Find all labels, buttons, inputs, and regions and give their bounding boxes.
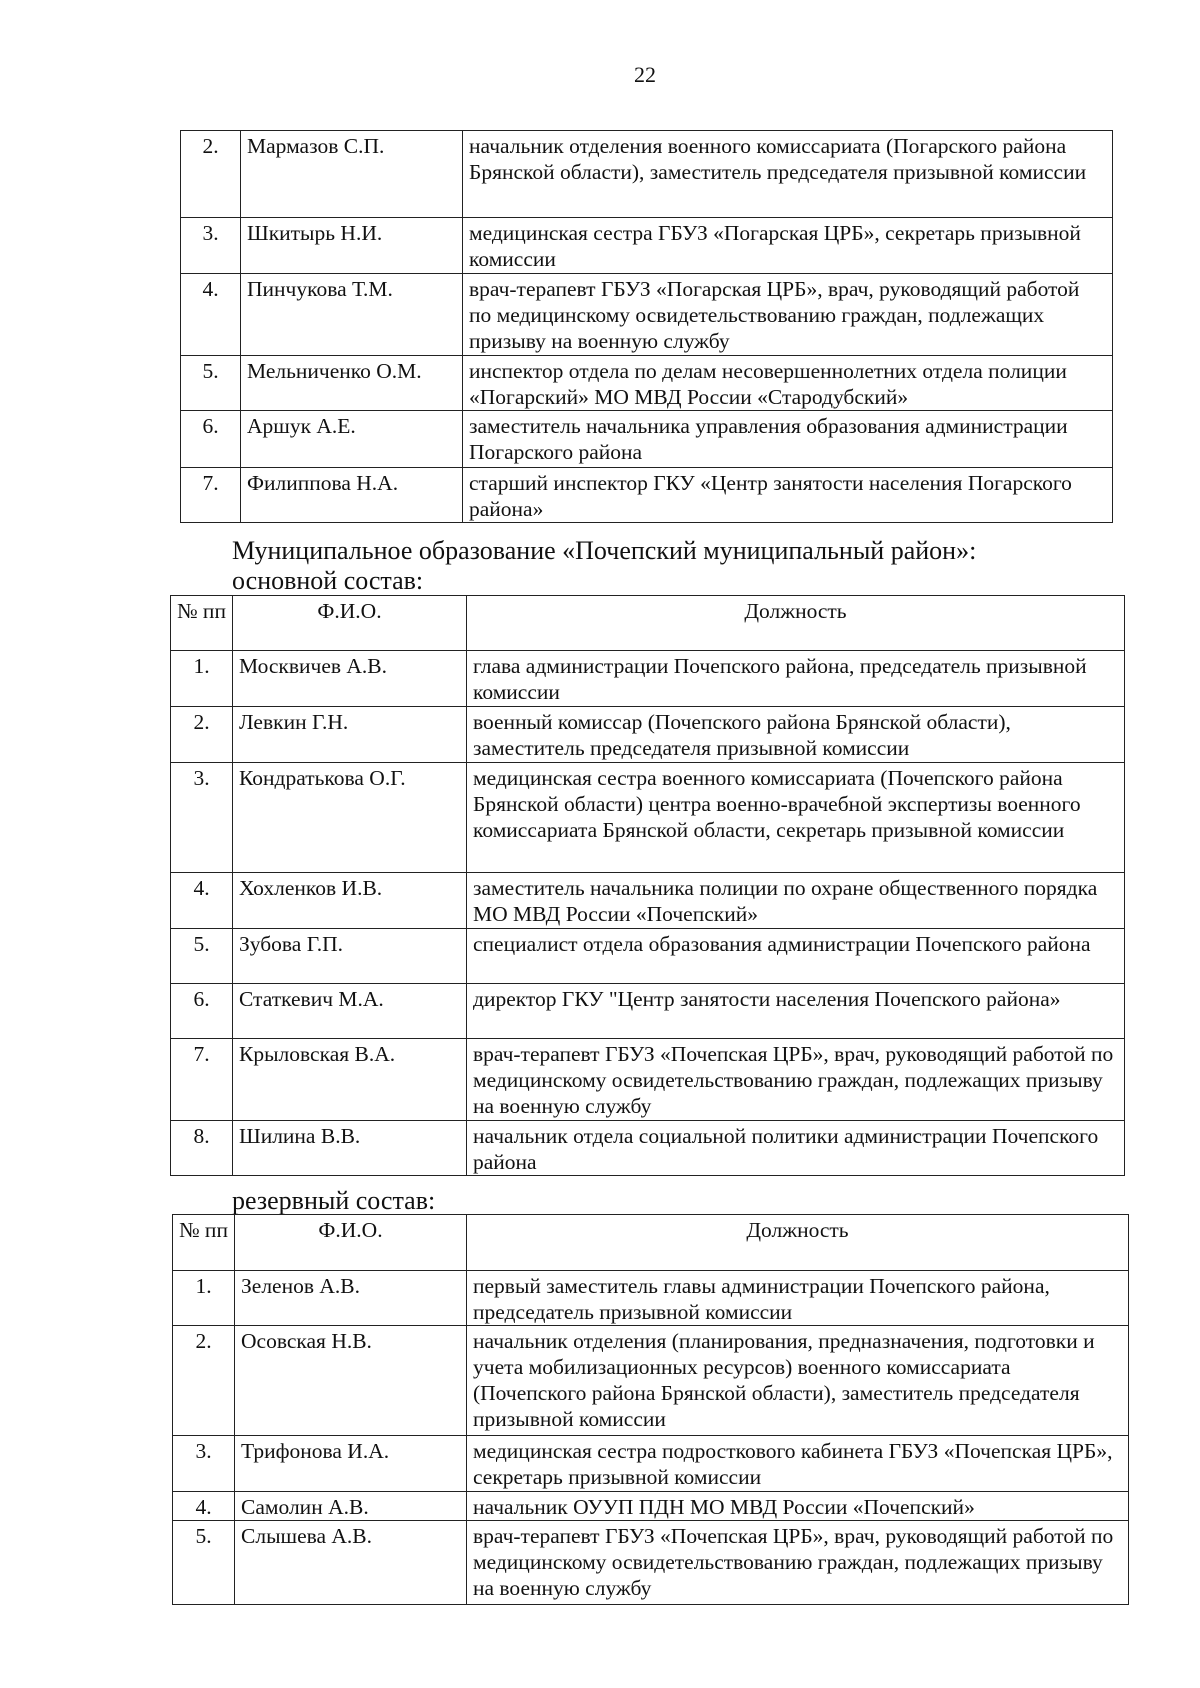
- row-number: 4.: [173, 1492, 235, 1521]
- table-row: [173, 1436, 1129, 1492]
- table-header: [173, 1215, 1129, 1271]
- table-row: [171, 929, 1125, 984]
- page-number: 22: [634, 62, 656, 87]
- row-number: 6.: [181, 411, 241, 468]
- row-number: 8.: [171, 1121, 233, 1176]
- person-name: Москвичев А.В.: [233, 651, 467, 707]
- table-row: [171, 707, 1125, 763]
- row-number: 6.: [171, 984, 233, 1039]
- person-position: военный комиссар (Почепского района Брянской области), заместитель председателя призывной комиссии: [467, 707, 1125, 763]
- row-number: 5.: [173, 1521, 235, 1605]
- person-name: Осовская Н.В.: [235, 1326, 467, 1436]
- column-header-position: Должность: [467, 1215, 1129, 1271]
- row-number: 2.: [173, 1326, 235, 1436]
- main-composition-label: основной состав:: [232, 566, 424, 595]
- person-position: врач-терапевт ГБУЗ «Почепская ЦРБ», врач, руководящий работой по медицинскому освидетельствованию граждан, подлежащих призыву на военную службу: [467, 1039, 1125, 1121]
- section-title: Муниципальное образование «Почепский муниципальный район»:: [232, 536, 977, 565]
- person-name: Зеленов А.В.: [235, 1271, 467, 1326]
- table-reserve-composition: [172, 1214, 1129, 1605]
- table-body: [181, 131, 1113, 523]
- row-number: 7.: [181, 468, 241, 523]
- row-number: 5.: [171, 929, 233, 984]
- person-position: медицинская сестра военного комиссариата (Почепского района Брянской области) центра военно-врачебной экспертизы военного комиссариата Брянской области, секретарь призывной комиссии: [467, 763, 1125, 873]
- person-position: медицинская сестра подросткового кабинета ГБУЗ «Почепская ЦРБ», секретарь призывной комиссии: [467, 1436, 1129, 1492]
- person-position: врач-терапевт ГБУЗ «Погарская ЦРБ», врач, руководящий работой по медицинскому освидетельствованию граждан, подлежащих призыву на военную службу: [463, 274, 1113, 356]
- person-position: начальник отдела социальной политики администрации Почепского района: [467, 1121, 1125, 1176]
- person-position: инспектор отдела по делам несовершеннолетних отдела полиции «Погарский» МО МВД России «Стародубский»: [463, 356, 1113, 411]
- person-name: Трифонова И.А.: [235, 1436, 467, 1492]
- person-name: Филиппова Н.А.: [241, 468, 463, 523]
- column-header-position: Должность: [467, 596, 1125, 651]
- row-number: 5.: [181, 356, 241, 411]
- person-name: Самолин А.В.: [235, 1492, 467, 1521]
- row-number: 7.: [171, 1039, 233, 1121]
- person-name: Кондратькова О.Г.: [233, 763, 467, 873]
- row-number: 1.: [173, 1271, 235, 1326]
- person-position: начальник ОУУП ПДН МО МВД России «Почепский»: [467, 1492, 1129, 1521]
- table-row: [181, 411, 1113, 468]
- table-row: [173, 1326, 1129, 1436]
- table-row: [181, 218, 1113, 274]
- row-number: 3.: [173, 1436, 235, 1492]
- table-row: [171, 873, 1125, 929]
- person-position: глава администрации Почепского района, председатель призывной комиссии: [467, 651, 1125, 707]
- table-row: [173, 1521, 1129, 1605]
- row-number: 3.: [171, 763, 233, 873]
- person-position: старший инспектор ГКУ «Центр занятости населения Погарского района»: [463, 468, 1113, 523]
- table-row: [173, 1271, 1129, 1326]
- table-body: [171, 651, 1125, 1176]
- person-name: Зубова Г.П.: [233, 929, 467, 984]
- table-header: [171, 596, 1125, 651]
- table-pogar: [180, 130, 1113, 523]
- row-number: 2.: [171, 707, 233, 763]
- person-name: Статкевич М.А.: [233, 984, 467, 1039]
- person-position: медицинская сестра ГБУЗ «Погарская ЦРБ», секретарь призывной комиссии: [463, 218, 1113, 274]
- table-header-row: [173, 1215, 1129, 1271]
- table-row: [171, 651, 1125, 707]
- person-name: Левкин Г.Н.: [233, 707, 467, 763]
- row-number: 4.: [171, 873, 233, 929]
- person-name: Слышева А.В.: [235, 1521, 467, 1605]
- person-name: Крыловская В.А.: [233, 1039, 467, 1121]
- row-number: 3.: [181, 218, 241, 274]
- table-row: [171, 1039, 1125, 1121]
- person-position: первый заместитель главы администрации Почепского района, председатель призывной комиссии: [467, 1271, 1129, 1326]
- person-name: Мельниченко О.М.: [241, 356, 463, 411]
- table-row: [171, 763, 1125, 873]
- table-body: [173, 1271, 1129, 1605]
- person-position: специалист отдела образования администрации Почепского района: [467, 929, 1125, 984]
- person-name: Аршук А.Е.: [241, 411, 463, 468]
- person-position: начальник отделения (планирования, предназначения, подготовки и учета мобилизационных ресурсов) военного комиссариата (Почепского района Брянской области), заместитель председателя призывной комиссии: [467, 1326, 1129, 1436]
- row-number: 4.: [181, 274, 241, 356]
- person-position: директор ГКУ "Центр занятости населения Почепского района»: [467, 984, 1125, 1039]
- row-number: 1.: [171, 651, 233, 707]
- person-name: Пинчукова Т.М.: [241, 274, 463, 356]
- person-name: Шкитырь Н.И.: [241, 218, 463, 274]
- table-row: [181, 274, 1113, 356]
- table-main-composition: [170, 595, 1125, 1176]
- person-position: заместитель начальника управления образования администрации Погарского района: [463, 411, 1113, 468]
- column-header-number: № пп: [173, 1215, 235, 1271]
- table-row: [171, 1121, 1125, 1176]
- person-position: начальник отделения военного комиссариата (Погарского района Брянской области), заместитель председателя призывной комиссии: [463, 131, 1113, 218]
- table-row: [181, 356, 1113, 411]
- table-row: [181, 468, 1113, 523]
- table-row: [181, 131, 1113, 218]
- table-row: [173, 1492, 1129, 1521]
- reserve-composition-label: резервный состав:: [232, 1186, 436, 1215]
- column-header-name: Ф.И.О.: [233, 596, 467, 651]
- person-name: Шилина В.В.: [233, 1121, 467, 1176]
- person-position: врач-терапевт ГБУЗ «Почепская ЦРБ», врач, руководящий работой по медицинскому освидетельствованию граждан, подлежащих призыву на военную службу: [467, 1521, 1129, 1605]
- person-position: заместитель начальника полиции по охране общественного порядка МО МВД России «Почепский»: [467, 873, 1125, 929]
- person-name: Мармазов С.П.: [241, 131, 463, 218]
- row-number: 2.: [181, 131, 241, 218]
- column-header-name: Ф.И.О.: [235, 1215, 467, 1271]
- column-header-number: № пп: [171, 596, 233, 651]
- table-header-row: [171, 596, 1125, 651]
- table-row: [171, 984, 1125, 1039]
- person-name: Хохленков И.В.: [233, 873, 467, 929]
